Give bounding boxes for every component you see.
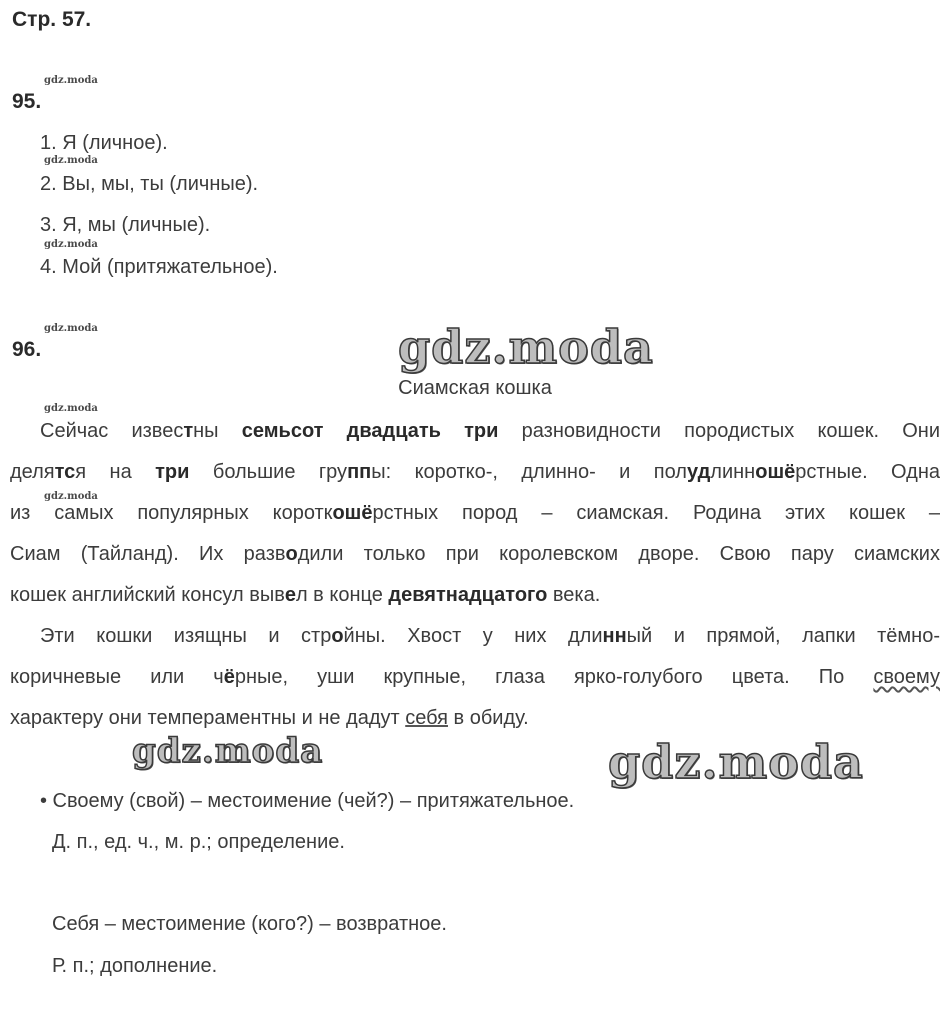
list-item: 1. Я (личное). (40, 132, 168, 154)
text-line: характеру они темпераментны и не дадут себя в обиду. (10, 707, 529, 729)
watermark-large: gdz.moda (608, 735, 864, 789)
paragraph-1 (10, 411, 940, 616)
wavy-underlined-word: своему (873, 666, 940, 688)
page-label: Стр. 57. (12, 8, 92, 31)
text-line: Сейчас известны семьсот двадцать три разновидности породистых кошек. Они (40, 420, 940, 442)
list-item: 3. Я, мы (личные). (40, 214, 211, 236)
text-line: из самых популярных короткошёрстных пород – сиамская. Родина этих кошек – (10, 502, 940, 524)
analysis-line: • Своему (свой) – местоимение (чей?) – притяжательное. (40, 790, 575, 812)
exercise-number-95: 95. (12, 90, 42, 113)
text-line: Сиам (Тайланд). Их разводили только при королевском дворе. Свою пару сиамских (10, 543, 940, 565)
watermark-small: gdz.moda (44, 75, 98, 86)
watermark-small: gdz.moda (44, 491, 98, 502)
list-item: 2. Вы, мы, ты (личные). (40, 173, 259, 195)
analysis-line: Р. п.; дополнение. (52, 955, 218, 977)
text-line: делятся на три большие группы: коротко-, длинно- и полудлинношёрстные. Одна (10, 461, 940, 483)
text-title: Сиамская кошка (398, 377, 552, 399)
paragraph-2 (10, 616, 940, 739)
watermark-large: gdz.moda (398, 320, 654, 374)
text-line: коричневые или чёрные, уши крупные, глаза ярко-голубого цвета. По своему (10, 666, 940, 688)
watermark-small: gdz.moda (44, 155, 98, 166)
list-item: 4. Мой (притяжательное). (40, 256, 278, 278)
watermark-small: gdz.moda (44, 323, 98, 334)
exercise-number-96: 96. (12, 338, 42, 361)
underlined-word: себя (405, 707, 448, 729)
analysis-line: Д. п., ед. ч., м. р.; определение. (52, 831, 345, 853)
text-line: Эти кошки изящны и стройны. Хвост у них длинный и прямой, лапки тёмно- (40, 625, 940, 647)
analysis-line: Себя – местоимение (кого?) – возвратное. (52, 913, 447, 935)
watermark-small: gdz.moda (44, 403, 98, 414)
text-line: кошек английский консул вывел в конце девятнадцатого века. (10, 584, 601, 606)
watermark-large: gdz.moda (132, 731, 324, 771)
watermark-small: gdz.moda (44, 239, 98, 250)
